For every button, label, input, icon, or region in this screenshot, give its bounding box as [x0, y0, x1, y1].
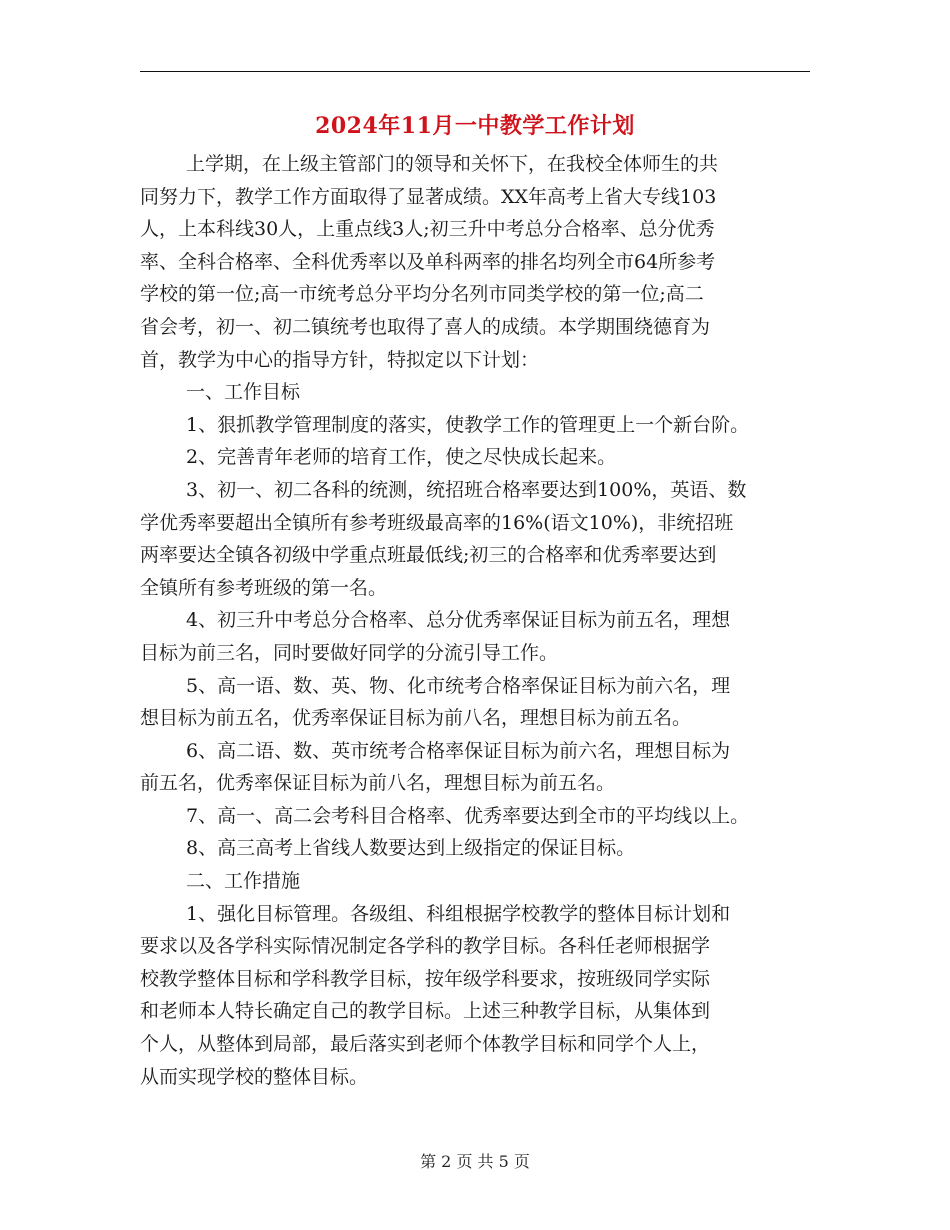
paragraph-line: 两率要达全镇各初级中学重点班最低线;初三的合格率和优秀率要达到: [140, 544, 717, 567]
paragraph-line: 2、完善青年老师的培育工作，使之尽快成长起来。: [186, 446, 617, 469]
paragraph-line: 6、高二语、数、英市统考合格率保证目标为前六名，理想目标为: [186, 739, 731, 762]
paragraph-line: 1、强化目标管理。各级组、科组根据学校教学的整体目标计划和: [186, 902, 731, 925]
paragraph-line: 5、高一语、数、英、物、化市统考合格率保证目标为前六名，理: [186, 674, 731, 697]
paragraph-line: 学校的第一位;高一市统考总分平均分名列市同类学校的第一位;高二: [140, 283, 704, 306]
paragraph-line: 同努力下，教学工作方面取得了显著成绩。XX年高考上省大专线103: [140, 185, 717, 208]
paragraph-line: 3、初一、初二各科的统测，统招班合格率要达到100%，英语、数: [186, 478, 747, 501]
header-rule: [140, 71, 810, 72]
paragraph-line: 学优秀率要超出全镇所有参考班级最高率的16%(语文10%)，非统招班: [140, 511, 734, 534]
paragraph-line: 要求以及各学科实际情况制定各学科的教学目标。各科任老师根据学: [140, 935, 711, 958]
paragraph-line: 和老师本人特长确定自己的教学目标。上述三种教学目标，从集体到: [140, 1000, 711, 1023]
document-title: 2024年11月一中教学工作计划: [315, 113, 635, 139]
paragraph-line: 1、狠抓教学管理制度的落实，使教学工作的管理更上一个新台阶。: [186, 413, 750, 436]
paragraph-line: 8、高三高考上省线人数要达到上级指定的保证目标。: [186, 837, 636, 860]
paragraph-line: 省会考，初一、初二镇统考也取得了喜人的成绩。本学期围绕德育为: [140, 315, 711, 338]
paragraph-line: 全镇所有参考班级的第一名。: [140, 576, 388, 599]
paragraph-line: 4、初三升中考总分合格率、总分优秀率保证目标为前五名，理想: [186, 609, 731, 632]
paragraph-line: 个人，从整体到局部，最后落实到老师个体教学目标和同学个人上，: [140, 1033, 711, 1056]
paragraph-line: 校教学整体目标和学科教学目标，按年级学科要求，按班级同学实际: [140, 967, 711, 990]
paragraph-line: 上学期，在上级主管部门的领导和关怀下，在我校全体师生的共: [186, 153, 719, 175]
paragraph-line: 想目标为前五名，优秀率保证目标为前八名，理想目标为前五名。: [140, 707, 692, 730]
document-body: [140, 148, 830, 1093]
section-heading: 二、工作措施: [186, 870, 301, 893]
paragraph-line: 目标为前三名，同时要做好同学的分流引导工作。: [140, 641, 559, 664]
paragraph-line: 人，上本科线30人，上重点线3人;初三升中考总分合格率、总分优秀: [140, 218, 715, 241]
paragraph-line: 前五名，优秀率保证目标为前八名，理想目标为前五名。: [140, 772, 616, 795]
paragraph-line: 首，教学为中心的指导方针，特拟定以下计划：: [140, 348, 540, 371]
paragraph-line: 从而实现学校的整体目标。: [140, 1065, 369, 1088]
section-heading: 一、工作目标: [186, 381, 301, 404]
paragraph-line: 7、高一、高二会考科目合格率、优秀率要达到全市的平均线以上。: [186, 804, 750, 827]
page-number: 第 2 页 共 5 页: [420, 1152, 530, 1171]
paragraph-line: 率、全科合格率、全科优秀率以及单科两率的排名均列全市64所参考: [140, 250, 716, 273]
